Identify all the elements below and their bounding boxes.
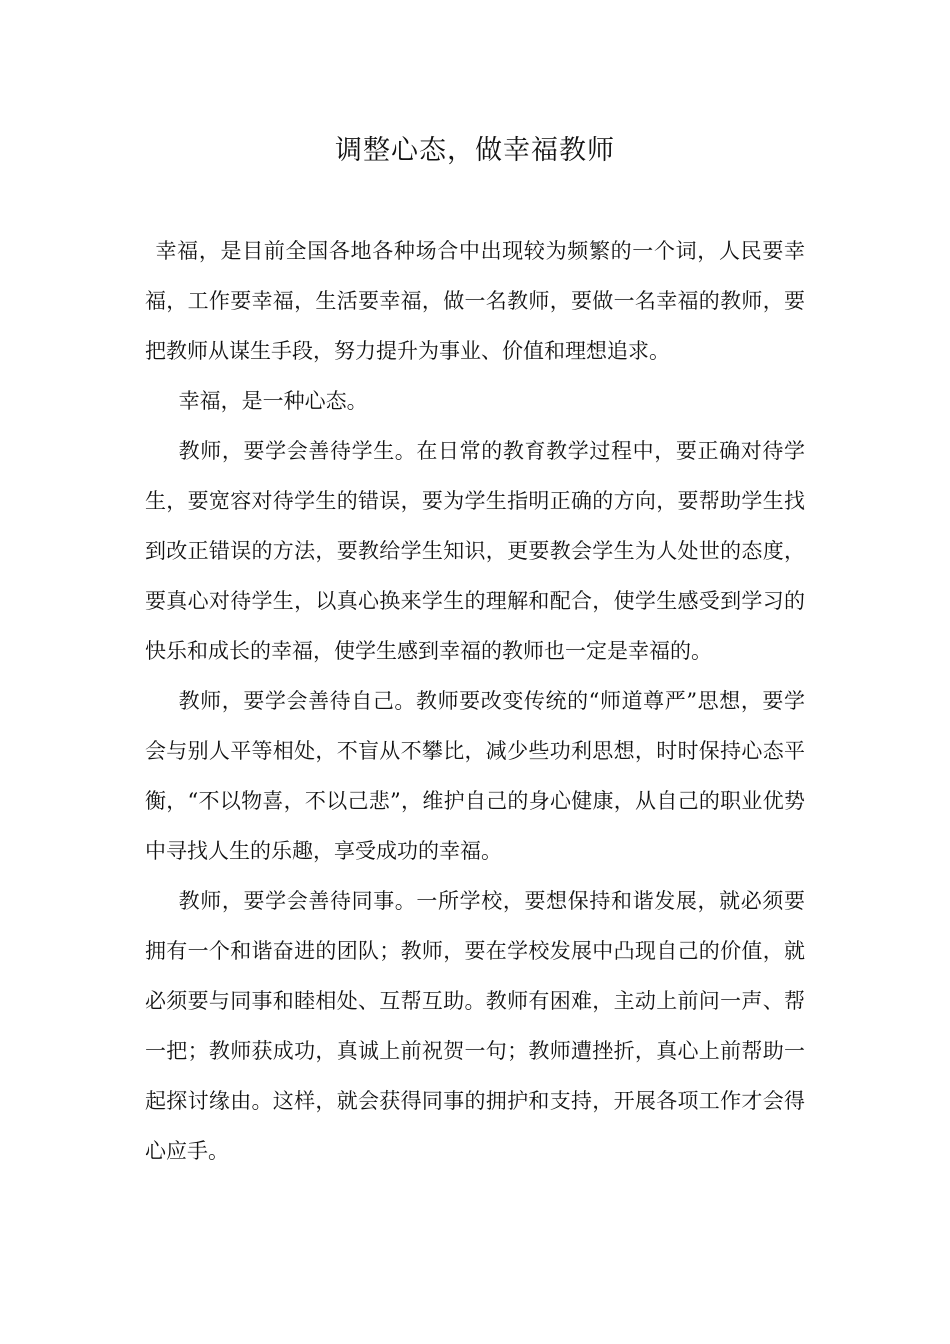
paragraph-treat-self: 教师，要学会善待自己。教师要改变传统的“师道尊严”思想，要学会与别人平等相处，不盲从不攀比，减少些功利思想，时时保持心态平衡，“不以物喜，不以己悲”，维护自己的身心健康，从自己的职业优势中寻找人生的乐趣，享受成功的幸福。 — [145, 689, 805, 863]
document-body — [145, 226, 805, 1176]
paragraph-treat-colleagues: 教师，要学会善待同事。一所学校，要想保持和谐发展，就必须要拥有一个和谐奋进的团队；教师，要在学校发展中凸现自己的价值，就必须要与同事和睦相处、互帮互助。教师有困难，主动上前问一声、帮一把；教师获成功，真诚上前祝贺一句；教师遭挫折，真心上前帮助一起探讨缘由。这样，就会获得同事的拥护和支持，开展各项工作才会得心应手。 — [145, 889, 805, 1163]
paragraph-happiness-mindset: 幸福，是一种心态。 — [178, 389, 368, 413]
document-title: 调整心态，做幸福教师 — [335, 135, 615, 166]
paragraph-treat-students: 教师，要学会善待学生。在日常的教育教学过程中，要正确对待学生，要宽容对待学生的错误，要为学生指明正确的方向，要帮助学生找到改正错误的方法，要教给学生知识，更要教会学生为人处世的态度，要真心对待学生，以真心换来学生的理解和配合，使学生感受到学习的快乐和成长的幸福，使学生感到幸福的教师也一定是幸福的。 — [145, 439, 805, 663]
paragraph-intro: 幸福，是目前全国各地各种场合中出现较为频繁的一个词，人民要幸福，工作要幸福，生活要幸福，做一名教师，要做一名幸福的教师，要把教师从谋生手段，努力提升为事业、价值和理想追求。 — [145, 239, 805, 363]
